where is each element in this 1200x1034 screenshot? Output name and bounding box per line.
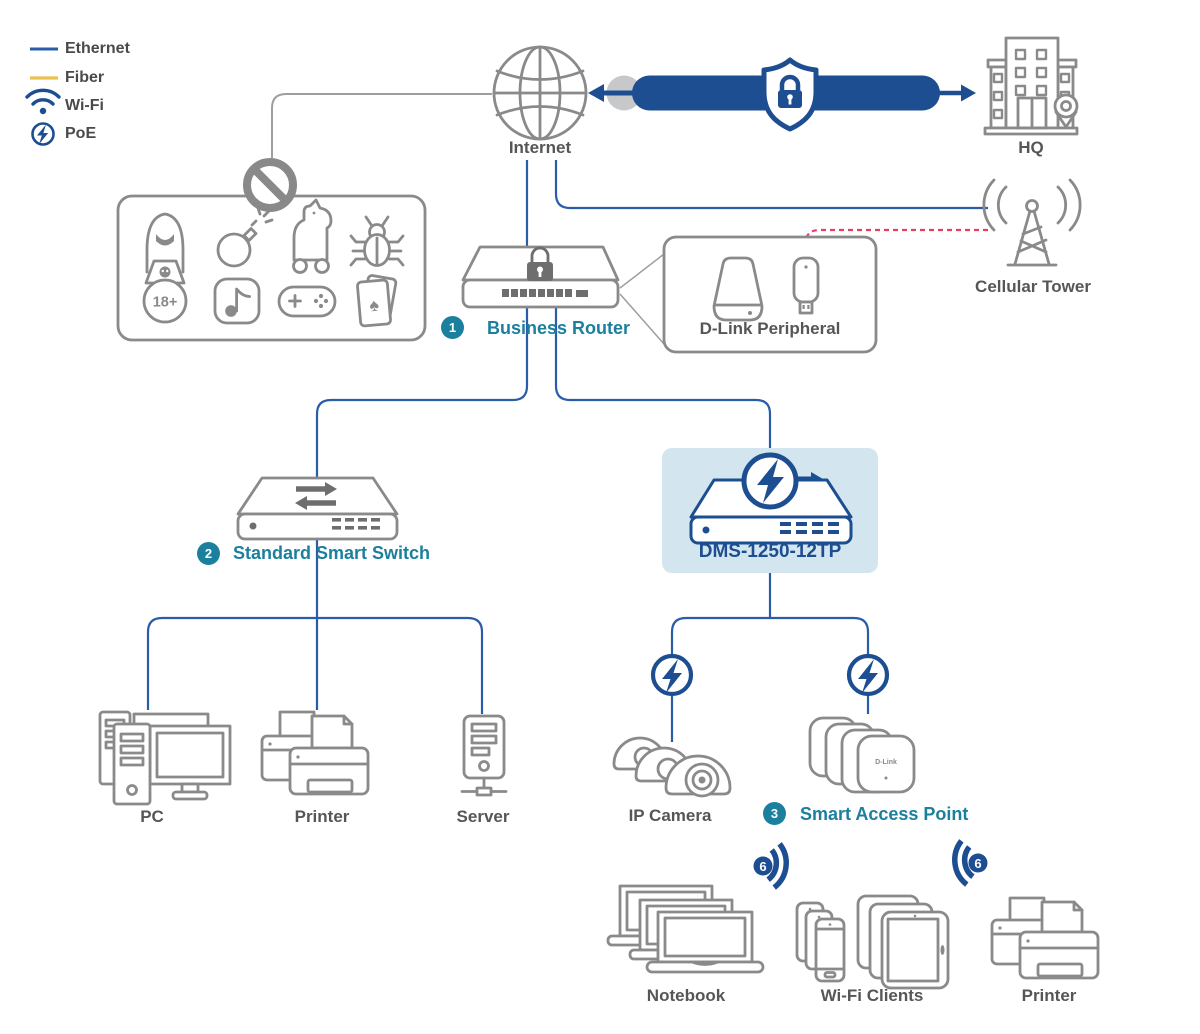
wifi-clients-label: Wi-Fi Clients	[820, 986, 924, 1005]
legend-poe-label: PoE	[65, 125, 97, 142]
hacker-icon	[146, 214, 184, 283]
printer-wifi-icon	[992, 898, 1098, 978]
business-router-label: Business Router	[487, 318, 631, 338]
poe-icon	[33, 124, 54, 145]
svg-text:6: 6	[974, 856, 982, 871]
dlink-peripheral-label: D-Link Peripheral	[699, 319, 841, 338]
line-internet-tower	[556, 160, 988, 208]
line-internet-blocked	[272, 94, 492, 158]
poe-line-icon-camera	[653, 656, 691, 694]
ip-camera-label: IP Camera	[628, 806, 712, 825]
hq-building-icon	[985, 38, 1077, 134]
hard-drive-icon	[714, 258, 762, 320]
game-controller-icon	[279, 287, 335, 316]
cellular-tower-icon	[984, 180, 1080, 265]
legend-ethernet-label: Ethernet	[65, 40, 130, 57]
legend-fiber-label: Fiber	[65, 69, 105, 86]
step-badge-1: 1	[441, 316, 464, 339]
ap-brand-label: D-Link	[875, 759, 897, 766]
wifi-icon	[27, 90, 59, 114]
hq-label: HQ	[1018, 138, 1044, 157]
step-badge-2: 2	[197, 542, 220, 565]
wifi6-badge-clients	[952, 840, 987, 886]
tunnel-arrow-right	[961, 85, 976, 102]
notebook-label: Notebook	[646, 986, 726, 1005]
business-router-icon	[463, 247, 618, 307]
tunnel-arrow-left	[588, 84, 604, 102]
line-switch-fanout	[148, 618, 482, 714]
smart-ap-icon	[810, 718, 914, 792]
cellular-tower-label: Cellular Tower	[975, 277, 1091, 296]
pc-label: PC	[140, 807, 164, 826]
printer-lan-label: Printer	[294, 807, 350, 826]
wifi6-badge-notebook	[754, 843, 789, 889]
poe-line-icon-ap	[849, 656, 887, 694]
blocked-sign-icon	[247, 162, 293, 208]
blocked-content-box	[118, 162, 425, 340]
internet-globe-icon	[494, 47, 586, 139]
tiktok-icon	[215, 279, 259, 323]
printer-wifi-label: Printer	[1021, 986, 1077, 1005]
legend-icons	[27, 49, 59, 145]
smart-switch-icon	[238, 478, 397, 539]
pc-icon	[100, 712, 230, 804]
vpn-shield-lock-icon	[764, 60, 816, 129]
smart-ap-label: Smart Access Point	[800, 804, 969, 824]
wifi-clients-icon	[797, 896, 948, 988]
ip-camera-icon	[614, 738, 730, 796]
dms-switch-label: DMS-1250-12TP	[698, 541, 842, 562]
svg-text:♠: ♠	[368, 294, 380, 316]
printer-lan-icon	[262, 712, 368, 794]
svg-text:18+: 18+	[152, 294, 178, 311]
smart-switch-label: Standard Smart Switch	[233, 543, 431, 563]
internet-label: Internet	[508, 138, 572, 157]
18-plus-icon	[144, 280, 186, 322]
svg-text:6: 6	[759, 859, 767, 874]
step-badge-3: 3	[763, 802, 786, 825]
vpn-tunnel	[588, 60, 976, 129]
dms-poe-icon	[744, 455, 796, 507]
notebook-icon	[608, 886, 763, 972]
server-label: Server	[456, 807, 510, 826]
legend-wifi-label: Wi-Fi	[65, 97, 104, 114]
gambling-cards-icon	[357, 275, 396, 326]
server-icon	[462, 716, 506, 795]
